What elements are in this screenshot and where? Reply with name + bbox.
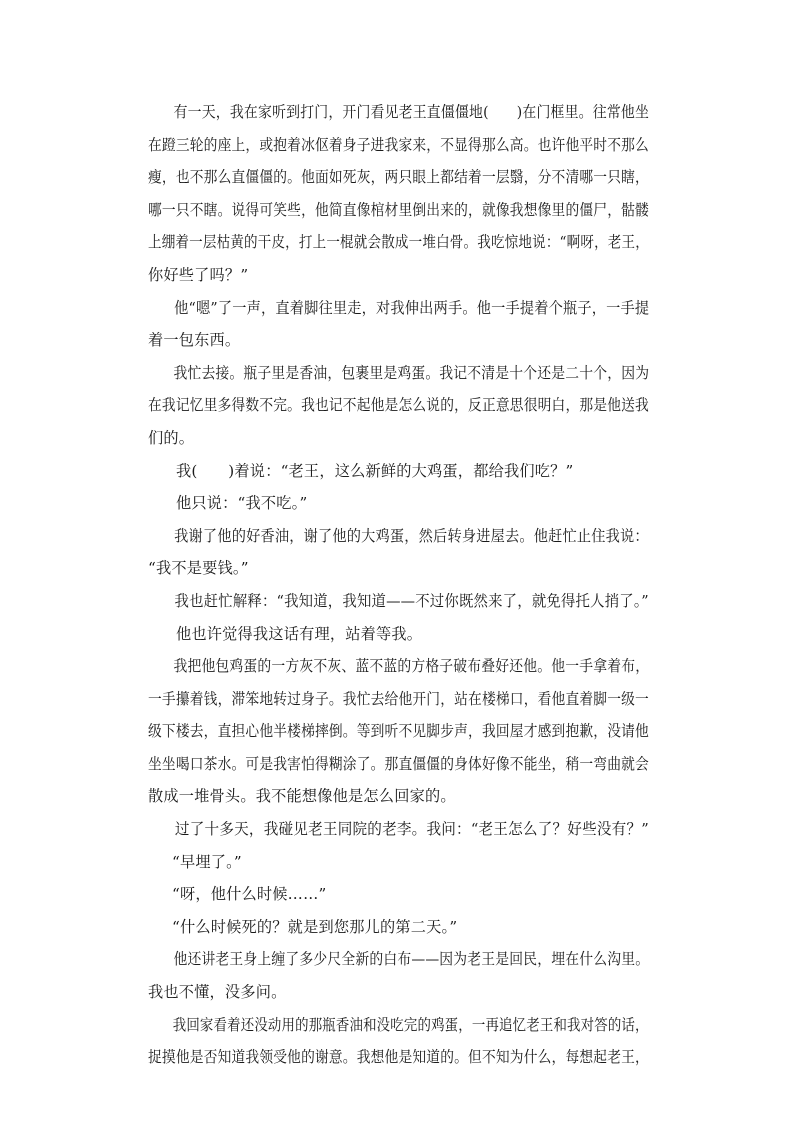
text-line: 坐坐喝口茶水。可是我害怕得糊涂了。那直僵僵的身体好像不能坐，稍一弯曲就会 xyxy=(148,754,649,773)
paragraph-10 xyxy=(148,813,650,846)
paragraph-11 xyxy=(148,846,650,879)
document-body xyxy=(148,96,650,1074)
text-line: 我回家看着还没动用的那瓶香油和没吃完的鸡蛋，一再追忆老王和我对答的话， xyxy=(172,1015,649,1034)
text-line: 我也不懂，没多问。 xyxy=(148,983,287,1002)
paragraph-4 xyxy=(148,455,650,488)
paragraph-6 xyxy=(148,520,650,585)
text-line: 瘦，也不那么直僵僵的。他面如死灰，两只眼上都结着一层翳，分不清哪一只瞎， xyxy=(148,168,649,187)
text-line: 有一天，我在家听到打门，开门看见老王直僵僵地( )在门框里。往常他坐 xyxy=(173,103,650,121)
text-line: 们的。 xyxy=(148,428,195,447)
text-line: 我忙去接。瓶子里是香油，包裹里是鸡蛋。我记不清是十个还是二十个，因为 xyxy=(173,363,650,382)
text-line: 散成一堆骨头。我不能想像他是怎么回家的。 xyxy=(148,787,456,806)
text-line: 在蹬三轮的座上，或抱着冰伛着身子进我家来，不显得那么高。也许他平时不那么 xyxy=(148,135,649,154)
text-line: 过了十多天，我碰见老王同院的老李。我问：“老王怎么了？好些没有？” xyxy=(174,820,649,839)
text-line: 我也赶忙解释：“我知道，我知道——不过你既然来了，就免得托人捎了。” xyxy=(174,591,649,610)
text-line: 一手攥着钱，滞笨地转过身子。我忙去给他开门，站在楼梯口，看他直着脚一级一 xyxy=(148,689,649,708)
text-line: 他还讲老王身上缠了多少尺全新的白布——因为老王是回民，埋在什么沟里。 xyxy=(173,950,650,969)
text-line: “什么时候死的？就是到您那儿的第二天。” xyxy=(172,917,458,936)
paragraph-15 xyxy=(148,1009,650,1074)
text-line: 捉摸他是否知道我领受他的谢意。我想他是知道的。但不知为什么，每想起老王， xyxy=(148,1048,649,1067)
paragraph-3 xyxy=(148,357,650,455)
text-line: 我把他包鸡蛋的一方灰不灰、蓝不蓝的方格子破布叠好还他。他一手拿着布， xyxy=(173,657,650,676)
text-line: 你好些了吗？” xyxy=(148,265,249,284)
paragraph-14 xyxy=(148,943,650,1008)
paragraph-8 xyxy=(148,618,650,651)
text-line: 我( )着说：“老王，这么新鲜的大鸡蛋，都给我们吃？” xyxy=(176,461,574,480)
text-line: “早埋了。” xyxy=(172,852,242,871)
text-line: 哪一只不瞎。说得可笑些，他简直像棺材里倒出来的，就像我想像里的僵尸，骷髅 xyxy=(148,200,649,219)
text-line: 他“嗯”了一声，直着脚往里走，对我伸出两手。他一手提着个瓶子，一手提 xyxy=(174,298,650,317)
text-line: 他只说：“我不吃。” xyxy=(176,494,308,513)
paragraph-13 xyxy=(148,911,650,944)
text-line: “我不是要钱。” xyxy=(148,559,249,578)
text-line: 在我记忆里多得数不完。我也记不起他是怎么说的，反正意思很明白，那是他送我 xyxy=(148,396,649,415)
paragraph-7 xyxy=(148,585,650,618)
text-line: 他也许觉得我这话有理，站着等我。 xyxy=(176,624,423,643)
paragraph-2 xyxy=(148,292,650,357)
paragraph-9 xyxy=(148,650,650,813)
text-line: 上绷着一层枯黄的干皮，打上一棍就会散成一堆白骨。我吃惊地说：“啊呀，老王， xyxy=(148,233,649,252)
paragraph-5 xyxy=(148,487,650,520)
text-line: “呀，他什么时候……” xyxy=(172,885,327,904)
text-line: 着一包东西。 xyxy=(148,331,241,350)
text-line: 级下楼去，直担心他半楼梯摔倒。等到听不见脚步声，我回屋才感到抱歉，没请他 xyxy=(148,722,649,741)
text-line: 我谢了他的好香油，谢了他的大鸡蛋，然后转身进屋去。他赶忙止住我说： xyxy=(174,526,649,545)
paragraph-12 xyxy=(148,878,650,911)
paragraph-1 xyxy=(148,96,650,292)
